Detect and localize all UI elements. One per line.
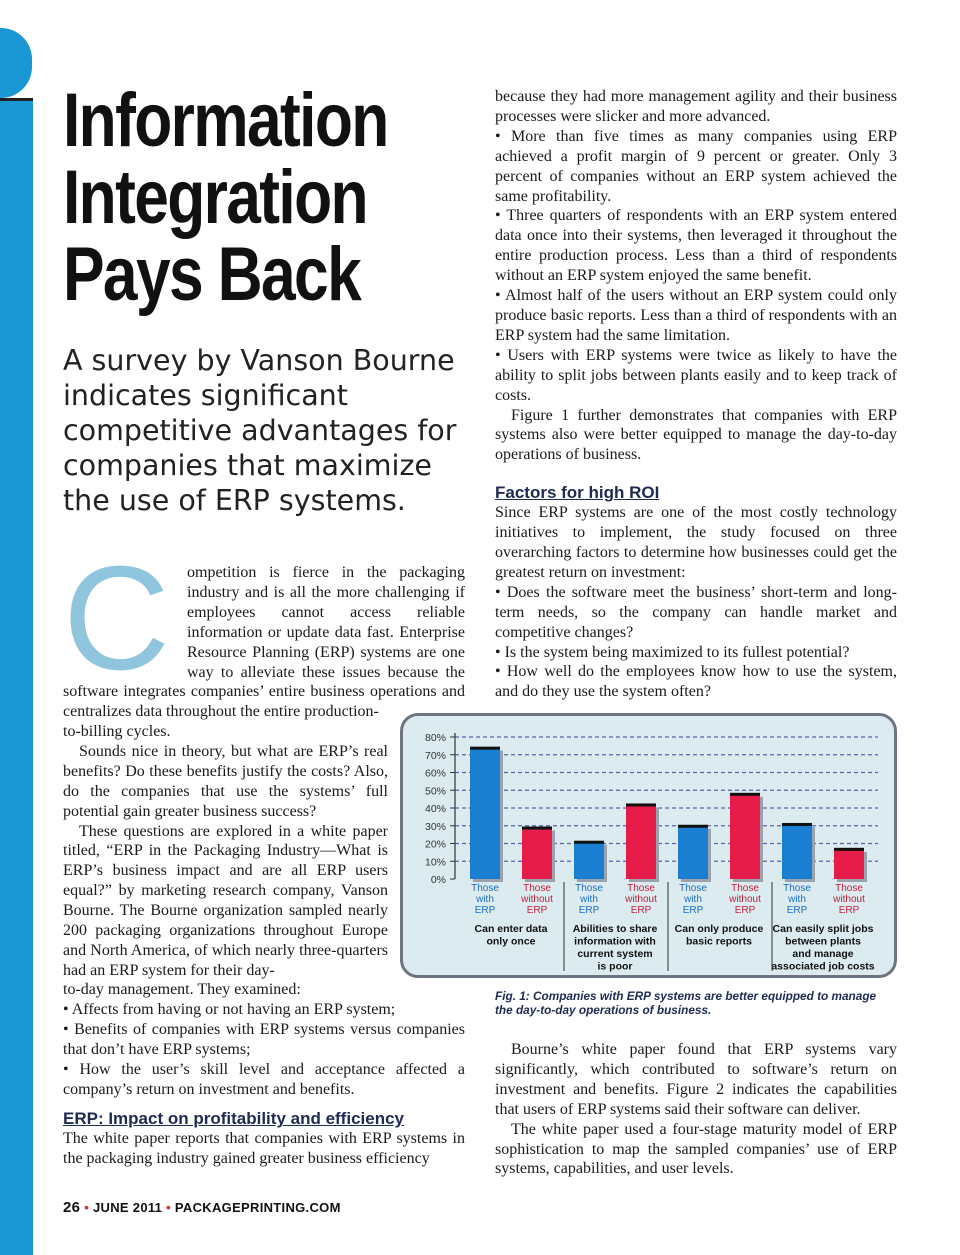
bar-series-label: Those [835, 883, 863, 894]
page-footer [63, 1199, 341, 1216]
left-column-lower [63, 980, 465, 1169]
footer-separator-1: • [84, 1200, 90, 1215]
page-number: 26 [63, 1199, 81, 1216]
bar-series-label: Those [679, 883, 707, 894]
bar-cap [574, 841, 604, 844]
article-title [63, 78, 407, 317]
section-tab-rule [0, 98, 33, 101]
bullet-business-needs: • Does the software meet the business’ short-term and long-term needs, so the company can handle market and competitive changes? [495, 583, 897, 641]
y-tick-label: 70% [424, 749, 446, 762]
bar-cap [834, 848, 864, 851]
bullet-split-jobs: • Users with ERP systems were twice as likely to have the ability to split jobs between plants easily and to keep track of costs. [495, 346, 897, 404]
bar-series-label: without [625, 894, 657, 905]
group-label: and manage [792, 948, 854, 960]
bar-series-label: ERP [734, 905, 756, 916]
y-tick-label: 40% [424, 803, 446, 815]
y-tick-label: 20% [424, 838, 446, 851]
bar [730, 794, 760, 879]
bar-series-label: ERP [474, 905, 496, 916]
bar-cap [782, 823, 812, 826]
issue-date: JUNE 2011 [93, 1200, 163, 1215]
bar-series-label: with [580, 894, 598, 905]
bar-cap [522, 827, 552, 830]
group-label: current system [577, 948, 653, 960]
paragraph-real-benefits: Sounds nice in theory, but what are ERP’s real benefits? Do these benefits justify the costs? Also, do the companies that use the systems’ full potential gain greater business success? [63, 742, 388, 820]
paragraph-bourne-found: Bourne’s white paper found that ERP systems vary significantly, which contributed to software’s return on investment and benefits. Figure 2 indicates the capabilities that users of ERP systems said their software can deliver. [495, 1041, 897, 1118]
title-line-2: Integration [63, 155, 367, 240]
bar-series-label: Those [471, 883, 499, 894]
bar-cap [730, 793, 760, 796]
group-label: associated job costs [771, 960, 875, 973]
group-label: Can easily split jobs [772, 923, 874, 935]
bar-series-label: Those [783, 883, 811, 894]
bar-series-label: Those [523, 883, 551, 894]
bar-cap [678, 825, 708, 828]
bar-cap [626, 803, 656, 806]
intro-paragraph: ompetition is fierce in the packaging industry and is all the more challenging if employees cannot access reliable information or update data fast. Enterprise Resource Planning (ERP) systems are one way to alleviate these issues because the software integrates companies’ entire business operations and centralizes data throughout the entire production- [63, 564, 465, 721]
y-tick-label: 0% [430, 874, 446, 886]
bullet-employees-know: • How well do the employees know how to use the system, and do they use the system often? [495, 663, 897, 701]
right-column-upper [495, 87, 897, 702]
bar-cap [470, 747, 500, 750]
left-column-intro [63, 536, 465, 722]
bullet-affects: • Affects from having or not having an ERP system; [63, 1000, 396, 1018]
figure-1-chart [400, 713, 897, 978]
left-column-narrow [63, 722, 388, 981]
footer-separator-2: • [166, 1200, 171, 1215]
bar-series-label: without [729, 894, 761, 905]
bar [470, 748, 500, 879]
bar [574, 842, 604, 879]
bar [834, 849, 864, 879]
y-tick-label: 10% [424, 856, 446, 869]
bar-series-label: Those [627, 883, 655, 894]
bar-series-label: without [521, 894, 553, 905]
paragraph-white-paper: These questions are explored in a white paper titled, “ERP in the Packaging Industry—What is ERP’s business impact and are all ERP users equal?” by marketing research company, Vanson Bourne. The Bourne organization sampled nearly 200 packaging organizations throughout Europe and North America, of which nearly three-quarters had an ERP system for their day- [63, 822, 388, 979]
article-deck: A survey by Vanson Bourne indicates significant competitive advantages for companies that maximize the use of ERP systems. [63, 344, 457, 517]
bullet-fullest-potential: • Is the system being maximized to its fullest potential? [495, 643, 850, 661]
paragraph-costly-initiatives: Since ERP systems are one of the most costly technology initiatives to implement, the study focused on three overarching factors to determine how businesses could get the greatest return on investment: [495, 504, 897, 581]
title-line-3: Pays Back [63, 232, 361, 317]
paragraph-maturity-model: The white paper used a four-stage maturity model of ERP sophistication to map the sampled companies’ use of ERP systems, capabilities, and user levels. [495, 1120, 897, 1178]
bar-series-label: ERP [786, 905, 808, 916]
group-label: between plants [785, 935, 861, 948]
group-label: Can only produce [674, 923, 764, 935]
bar-series-label: with [788, 894, 806, 905]
bar-series-label: ERP [838, 905, 860, 916]
website: PACKAGEPRINTING.COM [174, 1200, 341, 1215]
bullet-profit-margin: • More than five times as many companies using ERP achieved a profit margin of 9 percent or greater. Only 3 percent of companies without an ERP system achieved the same profitability. [495, 127, 897, 205]
paragraph-examined: to-day management. They examined: [63, 981, 301, 998]
figure-caption: Fig. 1: Companies with ERP systems are better equipped to manage the day-to-day operations of business. [495, 989, 877, 1017]
y-tick-label: 30% [424, 820, 446, 833]
title-line-1: Information [63, 78, 388, 163]
bullet-basic-reports: • Almost half of the users without an ERP system could only produce basic reports. Less than a third of respondents with an ERP system had the same limitation. [495, 287, 897, 344]
heading-factors-roi: Factors for high ROI [495, 483, 660, 503]
bar-series-label: ERP [578, 905, 600, 916]
bar [678, 826, 708, 879]
bar-series-label: ERP [630, 905, 652, 916]
bar [522, 828, 552, 879]
bar-series-label: Those [731, 883, 759, 894]
bar-chart-svg [403, 716, 894, 975]
side-stripe [0, 0, 33, 1255]
group-label: only once [486, 935, 536, 948]
group-label: basic reports [686, 935, 752, 948]
bar [626, 804, 656, 879]
drop-cap: C [63, 536, 170, 701]
paragraph-agility: because they had more management agility and their business processes were slicker and more advanced. [495, 88, 897, 125]
bullet-data-once: • Three quarters of respondents with an ERP system entered data once into their systems, then leveraged it throughout the entire production process. Less than a third of respondents without an ERP system enjoyed the same benefit. [495, 207, 897, 285]
intro-paragraph-end: to-billing cycles. [63, 723, 171, 740]
right-column-lower [495, 1040, 897, 1179]
bar-series-label: with [684, 894, 702, 905]
group-label: Abilities to share [572, 923, 658, 935]
bar-series-label: ERP [682, 905, 704, 916]
bar [782, 824, 812, 879]
bar-series-label: Those [575, 883, 603, 894]
bar-series-label: without [833, 894, 865, 905]
group-label: Can enter data [474, 923, 548, 935]
y-tick-label: 80% [424, 732, 446, 744]
y-tick-label: 50% [424, 785, 446, 798]
paragraph-efficiency: The white paper reports that companies with ERP systems in the packaging industry gained greater business efficiency [63, 1130, 465, 1168]
group-label: information with [574, 935, 656, 948]
bar-series-label: ERP [526, 905, 548, 916]
group-label: is poor [597, 960, 633, 973]
y-tick-label: 60% [424, 767, 446, 780]
heading-impact-profitability: ERP: Impact on profitability and efficiency [63, 1109, 404, 1129]
bullet-skill-level: • How the user’s skill level and acceptance affected a company’s return on investment and benefits. [63, 1060, 465, 1098]
bullet-benefits: • Benefits of companies with ERP systems versus companies that don’t have ERP systems; [63, 1020, 465, 1058]
paragraph-figure-1: Figure 1 further demonstrates that companies with ERP systems also were better equipped to manage the day-to-day operations of business. [495, 406, 897, 464]
bar-series-label: with [476, 894, 494, 905]
